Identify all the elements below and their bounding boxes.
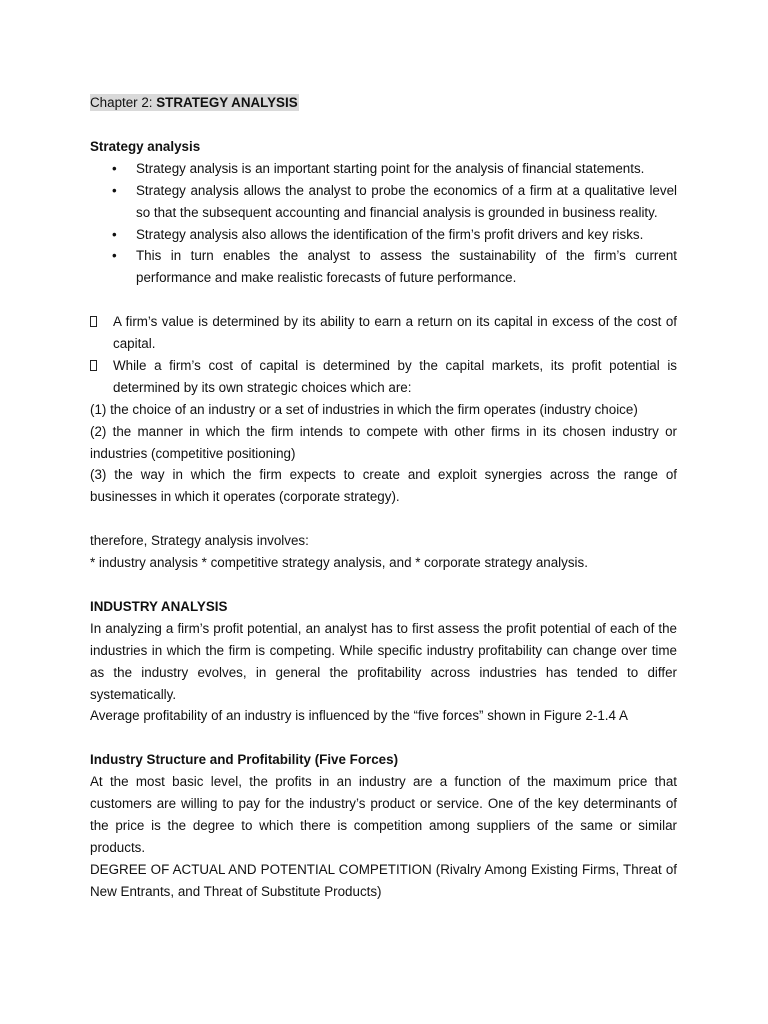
therefore-line: therefore, Strategy analysis involves:	[90, 533, 309, 549]
competition-paragraph: DEGREE OF ACTUAL AND POTENTIAL COMPETITION (Rivalry Among Existing Firms, Threat of New Entrants, and Threat of Substitute Products)	[90, 861, 677, 899]
industry-paragraph: Average profitability of an industry is influenced by the “five forces” shown in Figure 2-1.4 A	[90, 708, 628, 724]
list-item	[112, 180, 677, 224]
analysis-types-line: * industry analysis * competitive strategy analysis, and * corporate strategy analysis.	[90, 555, 588, 571]
choice-item: (1) the choice of an industry or a set of industries in which the firm operates (industry choice)	[90, 401, 638, 417]
list-item-text: Strategy analysis also allows the identification of the firm’s profit drivers and key risks.	[136, 226, 644, 242]
point-text: A firm’s value is determined by its ability to earn a return on its capital in excess of the cost of capital.	[113, 314, 677, 352]
choice-item: (2) the manner in which the firm intends to compete with other firms in its chosen industry or industries (competitive positioning)	[90, 423, 677, 461]
spacer	[90, 727, 677, 749]
industry-analysis-heading: INDUSTRY ANALYSIS	[90, 598, 228, 614]
point-text: While a firm’s cost of capital is determined by the capital markets, its profit potential is determined by its own strategic choices which are:	[113, 357, 677, 395]
industry-paragraph: In analyzing a firm’s profit potential, an analyst has to first assess the profit potential of each of the industries in which the firm is competing. While specific industry profitability can change over time as the industry evolves, in general the profitability across industries has tended to differ systematically.	[90, 620, 677, 702]
list-item-text: Strategy analysis is an important starting point for the analysis of financial statements.	[136, 160, 645, 176]
spacer	[90, 508, 677, 530]
strategy-heading: Strategy analysis	[90, 138, 201, 154]
bullet-marker: •	[112, 226, 117, 242]
five-forces-paragraph: At the most basic level, the profits in an industry are a function of the maximum price that customers are willing to pay for the industry’s product or service. One of the key determinants of the price is the degree to which there is competition among suppliers of the same or similar products.	[90, 774, 677, 855]
list-item	[112, 245, 677, 289]
strategy-bullet-list	[90, 158, 677, 289]
list-item-text: This in turn enables the analyst to assess the sustainability of the firm’s current performance and make realistic forecasts of future performance.	[136, 248, 677, 286]
chapter-title-text: STRATEGY ANALYSIS	[156, 95, 298, 110]
list-item	[112, 158, 677, 180]
five-forces-heading: Industry Structure and Profitability (Five Forces)	[90, 752, 399, 768]
list-item	[112, 224, 677, 246]
document-body	[90, 92, 677, 903]
missing-glyph-box-icon	[90, 360, 97, 371]
spacer	[90, 574, 677, 596]
missing-glyph-box-icon	[90, 316, 97, 327]
choice-item: (3) the way in which the firm expects to create and exploit synergies across the range of businesses in which it operates (corporate strategy).	[90, 467, 677, 505]
list-item-text: Strategy analysis allows the analyst to probe the economics of a firm at a qualitative level so that the subsequent accounting and financial analysis is grounded in business reality.	[136, 182, 677, 220]
spacer	[90, 114, 677, 136]
chapter-title-highlight	[90, 94, 299, 111]
chapter-prefix: Chapter 2:	[90, 95, 157, 110]
chapter-title	[90, 92, 677, 114]
bullet-marker: •	[112, 182, 117, 198]
bullet-marker: •	[112, 248, 117, 264]
point-item	[90, 355, 677, 399]
bullet-marker: •	[112, 160, 117, 176]
point-item	[90, 311, 677, 355]
spacer	[90, 289, 677, 311]
